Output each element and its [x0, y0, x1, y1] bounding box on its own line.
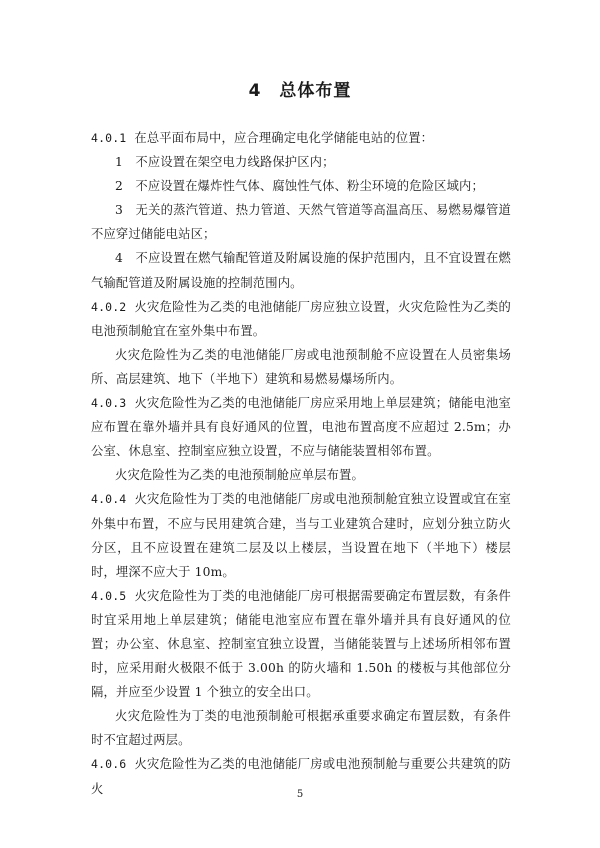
list-item-text: 4 不应设置在燃气输配管道及附属设施的保护范围内，且不宜设置在燃气输配管道及附属设施的控制范围内。 [91, 251, 511, 290]
clause-4-0-2 [91, 295, 511, 343]
list-item [91, 246, 511, 294]
clause-4-0-4 [91, 487, 511, 583]
clause-4-0-5 [91, 584, 511, 704]
clause-text: 火灾危险性为丁类的电池储能厂房可根据需要确定布置层数，有条件时宜采用地上单层建筑；储能电池室应布置在靠外墙并具有良好通风的位置；办公室、休息室、控制室宜独立设置，当储能装置与上述场所相邻布置时，应采用耐火极限不低于 3.00h 的防火墙和 1.50h 的楼板与其他部位分隔，并应至少设置 1 个独立的安全出口。 [91, 588, 511, 700]
clause-number: 4.0.6 [91, 757, 127, 772]
list-item-text: 2 不应设置在爆炸性气体、腐蚀性气体、粉尘环境的危险区域内； [115, 179, 484, 194]
paragraph-text: 火灾危险性为乙类的电池储能厂房或电池预制舱不应设置在人员密集场所、高层建筑、地下（半地下）建筑和易燃易爆场所内。 [91, 347, 511, 386]
clause-paragraph [91, 704, 511, 752]
paragraph-text: 火灾危险性为乙类的电池预制舱应单层布置。 [115, 468, 364, 483]
list-item-text: 3 无关的蒸汽管道、热力管道、天然气管道等高温高压、易燃易爆管道不应穿过储能电站区； [91, 203, 511, 242]
clause-paragraph [91, 343, 511, 391]
clause-4-0-1 [91, 126, 511, 150]
clause-text: 火灾危险性为丁类的电池储能厂房或电池预制舱宜独立设置或宜在室外集中布置，不应与民用建筑合建，当与工业建筑合建时，应划分独立防火分区，且不应设置在建筑二层及以上楼层，当设置在地下（半地下）楼层时，埋深不应大于 10m。 [91, 492, 511, 579]
section-body [91, 126, 511, 801]
page-number: 5 [296, 789, 304, 800]
paragraph-text: 火灾危险性为丁类的电池预制舱可根据承重要求确定布置层数，有条件时不宜超过两层。 [91, 709, 511, 748]
list-item [91, 198, 511, 246]
clause-number: 4.0.3 [91, 396, 127, 411]
clause-number: 4.0.5 [91, 588, 127, 603]
list-item [91, 150, 511, 174]
clause-number: 4.0.1 [91, 131, 127, 145]
section-title: 4 总体布置 [248, 81, 352, 101]
list-item [91, 174, 511, 198]
clause-number: 4.0.4 [91, 492, 127, 507]
clause-text: 火灾危险性为乙类的电池储能厂房应采用地上单层建筑；储能电池室应布置在靠外墙并具有良好通风的位置，电池布置高度不应超过 2.5m；办公室、休息室、控制室应独立设置，不应与储能装置相邻布置。 [91, 396, 511, 459]
clause-4-0-3 [91, 391, 511, 463]
clause-paragraph [91, 463, 511, 487]
clause-number: 4.0.2 [91, 299, 127, 314]
list-item-text: 1 不应设置在架空电力线路保护区内； [115, 155, 335, 170]
clause-text: 在总平面布局中，应合理确定电化学储能电站的位置： [134, 131, 434, 145]
clause-text: 火灾危险性为乙类的电池储能厂房应独立设置，火灾危险性为乙类的电池预制舱宜在室外集中布置。 [91, 299, 511, 338]
clause-text: 火灾危险性为乙类的电池储能厂房或电池预制舱与重要公共建筑的防火 [91, 757, 511, 796]
